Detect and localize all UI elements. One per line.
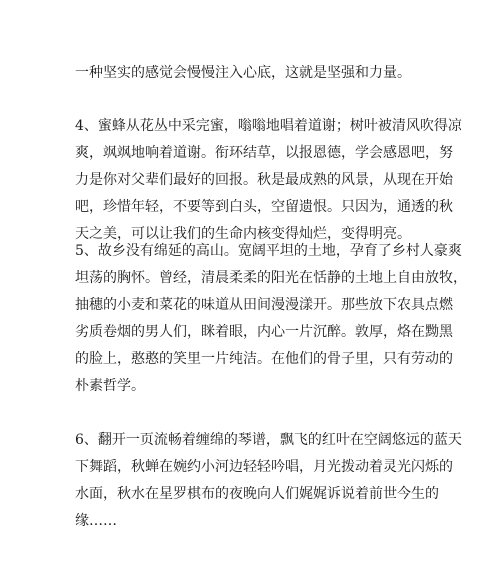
paragraph-line: 缘……: [75, 513, 117, 529]
paragraph-line: 朴素哲学。: [75, 378, 145, 394]
paragraph-line: 一种坚实的感觉会慢慢注入心底，这就是坚强和力量。: [75, 65, 411, 81]
paragraph-line: 下舞蹈，秋蝉在婉约小河边轻轻吟唱，月光拨动着灵光闪烁的: [75, 459, 453, 475]
paragraph-line: 力是你对父辈们最好的回报。秋是最成熟的风景，从现在开始: [75, 172, 453, 188]
paragraph-6: [75, 427, 462, 535]
paragraph-line: 抽穗的小麦和菜花的味道从田间漫漫漾开。那些放下农具点燃: [75, 297, 453, 313]
paragraph-line: 劣质卷烟的男人们，眯着眼，内心一片沉醉。敦厚，烙在黝黑: [75, 324, 453, 340]
paragraph-line: 坦荡的胸怀。曾经，清晨柔柔的阳光在恬静的土地上自由放牧，: [75, 270, 467, 286]
paragraph-line: 5、故乡没有绵延的高山。宽阔平坦的土地，孕育了乡村人豪爽: [75, 243, 462, 259]
paragraph-line: 天之美，可以让我们的生命内核变得灿烂，变得明亮。: [75, 226, 411, 242]
paragraph-4: [75, 113, 462, 248]
paragraph-line: 吧，珍惜年轻，不要等到白头，空留遗恨。只因为，通透的秋: [75, 199, 453, 215]
paragraph-line: 4、蜜蜂从花丛中采完蜜，嗡嗡地唱着道谢；树叶被清风吹得凉: [75, 118, 462, 134]
paragraph-line: 水面，秋水在星罗棋布的夜晚向人们娓娓诉说着前世今生的: [75, 486, 439, 502]
paragraph-5: [75, 238, 467, 400]
paragraph-line: 的脸上，憨憨的笑里一片纯洁。在他们的骨子里，只有劳动的: [75, 351, 453, 367]
paragraph-line: 爽，飒飒地响着道谢。衔环结草，以报恩德，学会感恩吧，努: [75, 145, 453, 161]
paragraph-line: 6、翻开一页流畅着缠绵的琴谱，飘飞的红叶在空阔悠远的蓝天: [75, 432, 462, 448]
paragraph-intro: [75, 60, 425, 87]
